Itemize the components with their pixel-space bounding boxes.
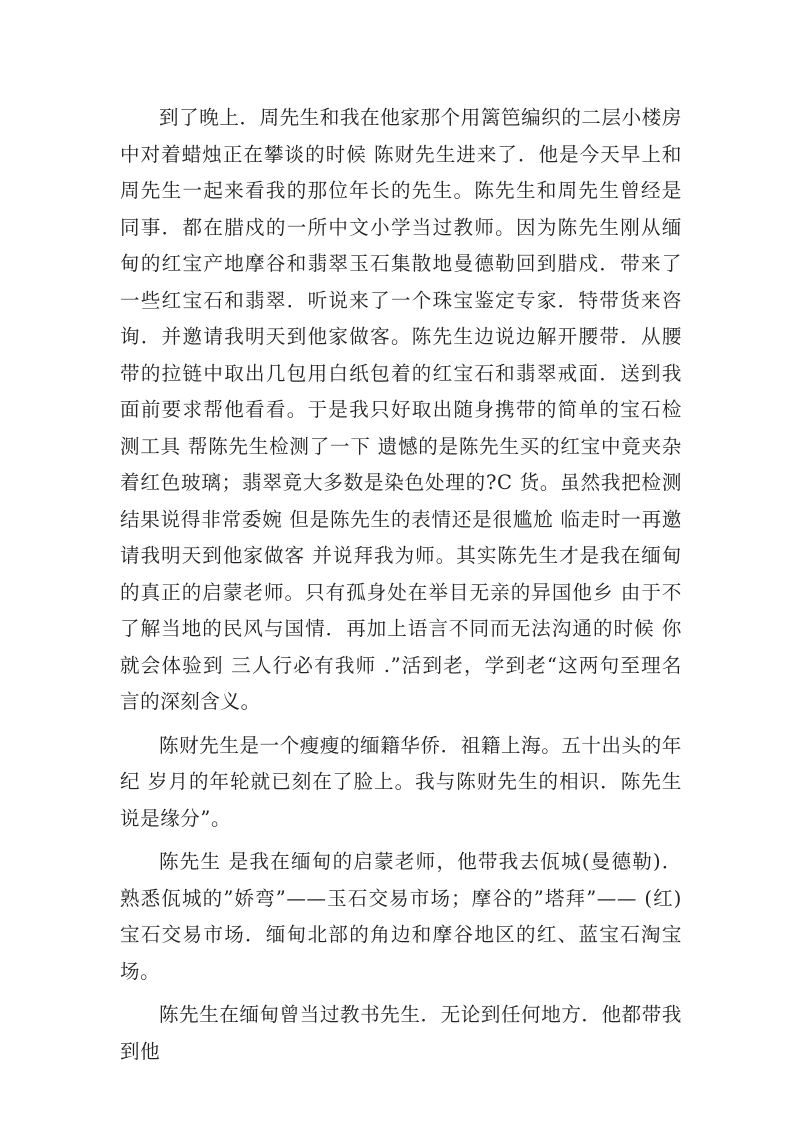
paragraph-3: 陈先生 是我在缅甸的启蒙老师，他带我去佤城(曼德勒)．熟悉佤城的”娇弯”——玉石交易市场；摩谷的”塔拜”—— (红)宝石交易市场．缅甸北部的角边和摩谷地区的红、蓝宝石淘宝场。 (120, 850, 682, 983)
paragraph-2: 陈财先生是一个瘦瘦的缅籍华侨．祖籍上海。五十出头的年纪 岁月的年轮就已刻在了脸上。我与陈财先生的相识．陈先生说是缘分”。 (120, 733, 682, 830)
paragraph-1: 到了晚上．周先生和我在他家那个用篱笆编织的二层小楼房中对着蜡烛正在攀谈的时候 陈财先生进来了．他是今天早上和周先生一起来看我的那位年长的先生。陈先生和周先生曾经是同事．都在腊戍的一所中文小学当过教师。因为陈先生刚从缅甸的红宝产地摩谷和翡翠玉石集散地曼德勒回到腊戍．带来了一些红宝石和翡翠．听说来了一个珠宝鉴定专家．特带货来咨询．并邀请我明天到他家做客。陈先生边说边解开腰带．从腰带的拉链中取出几包用白纸包着的红宝石和翡翠戒面．送到我面前要求帮他看看。于是我只好取出随身携带的简单的宝石检测工具 帮陈先生检测了一下 遗憾的是陈先生买的红宝中竟夹杂着红色玻璃；翡翠竟大多数是染色处理的?C 货。虽然我把检测结果说得非常委婉 但是陈先生的表情还是很尴尬 临走时一再邀请我明天到他家做客 并说拜我为师。其实陈先生才是我在缅甸的真正的启蒙老师。只有孤身处在举目无亲的异国他乡 由于不了解当地的民风与国情．再加上语言不同而无法沟通的时候 你就会体验到 三人行必有我师 .”活到老，学到老“这两句至理名言的深刻含义。 (120, 106, 682, 713)
document-body (120, 100, 682, 1070)
paragraph-4: 陈先生在缅甸曾当过教书先生．无论到任何地方．他都带我到他 (120, 1003, 682, 1063)
